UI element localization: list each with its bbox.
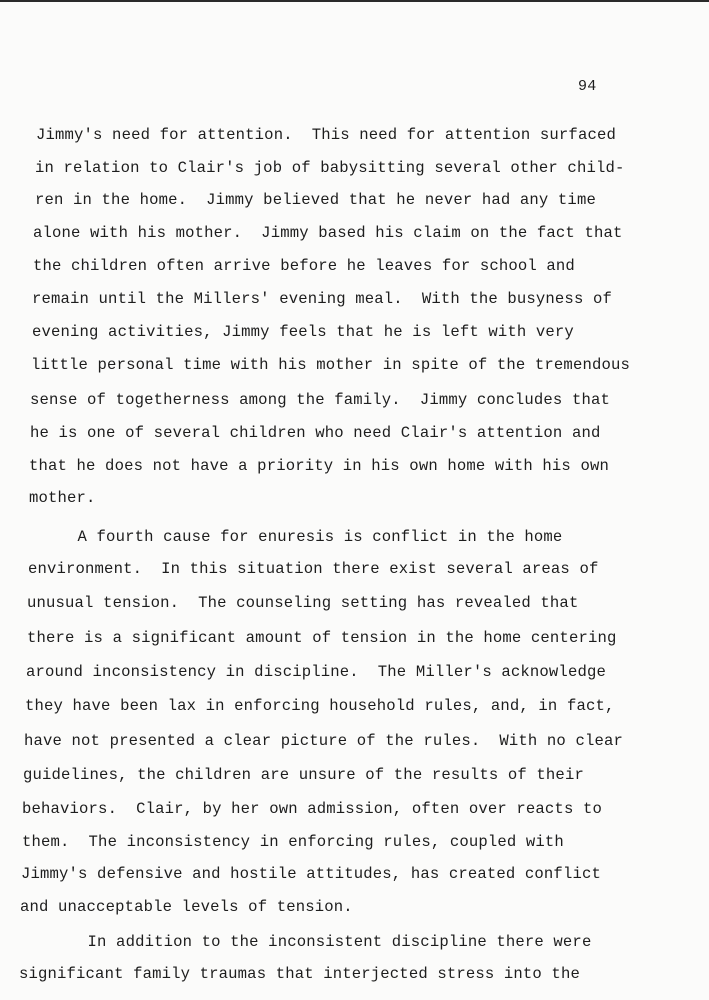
text-line: significant family traumas that interjected stress into the	[19, 965, 580, 983]
text-line: Jimmy's defensive and hostile attitudes, has created conflict	[21, 865, 601, 883]
text-line: A fourth cause for enuresis is conflict in the home	[30, 528, 563, 546]
text-line: they have been lax in enforcing household rules, and, in fact,	[25, 697, 615, 715]
text-line: unusual tension. The counseling setting has revealed that	[27, 594, 579, 612]
text-line: In addition to the inconsistent discipline there were	[40, 933, 592, 951]
text-line: Jimmy's need for attention. This need for attention surfaced	[36, 126, 616, 144]
text-line: that he does not have a priority in his own home with his own	[29, 457, 609, 475]
text-line: remain until the Millers' evening meal. With the busyness of	[32, 290, 612, 308]
text-line: guidelines, the children are unsure of the results of their	[23, 766, 584, 784]
text-line: mother.	[29, 489, 96, 507]
text-line: and unacceptable levels of tension.	[20, 898, 353, 916]
text-line: behaviors. Clair, by her own admission, often over reacts to	[22, 800, 602, 818]
text-line: in relation to Clair's job of babysitting several other child-	[35, 159, 625, 177]
text-line: there is a significant amount of tension in the home centering	[27, 629, 617, 647]
text-line: them. The inconsistency in enforcing rules, coupled with	[22, 833, 564, 851]
text-line: he is one of several children who need Clair's attention and	[30, 424, 601, 442]
text-line: alone with his mother. Jimmy based his claim on the fact that	[33, 224, 623, 242]
text-line: ren in the home. Jimmy believed that he never had any time	[35, 191, 596, 209]
text-line: have not presented a clear picture of the rules. With no clear	[24, 732, 623, 750]
text-line: environment. In this situation there exist several areas of	[28, 560, 599, 578]
text-line: the children often arrive before he leaves for school and	[33, 257, 575, 275]
text-line: around inconsistency in discipline. The Miller's acknowledge	[26, 663, 606, 681]
top-edge-rule	[0, 0, 709, 2]
text-line: evening activities, Jimmy feels that he is left with very	[32, 323, 574, 341]
text-line: sense of togetherness among the family. Jimmy concludes that	[30, 391, 610, 409]
page-number: 94	[578, 78, 597, 95]
text-line: little personal time with his mother in spite of the tremendous	[31, 356, 630, 374]
